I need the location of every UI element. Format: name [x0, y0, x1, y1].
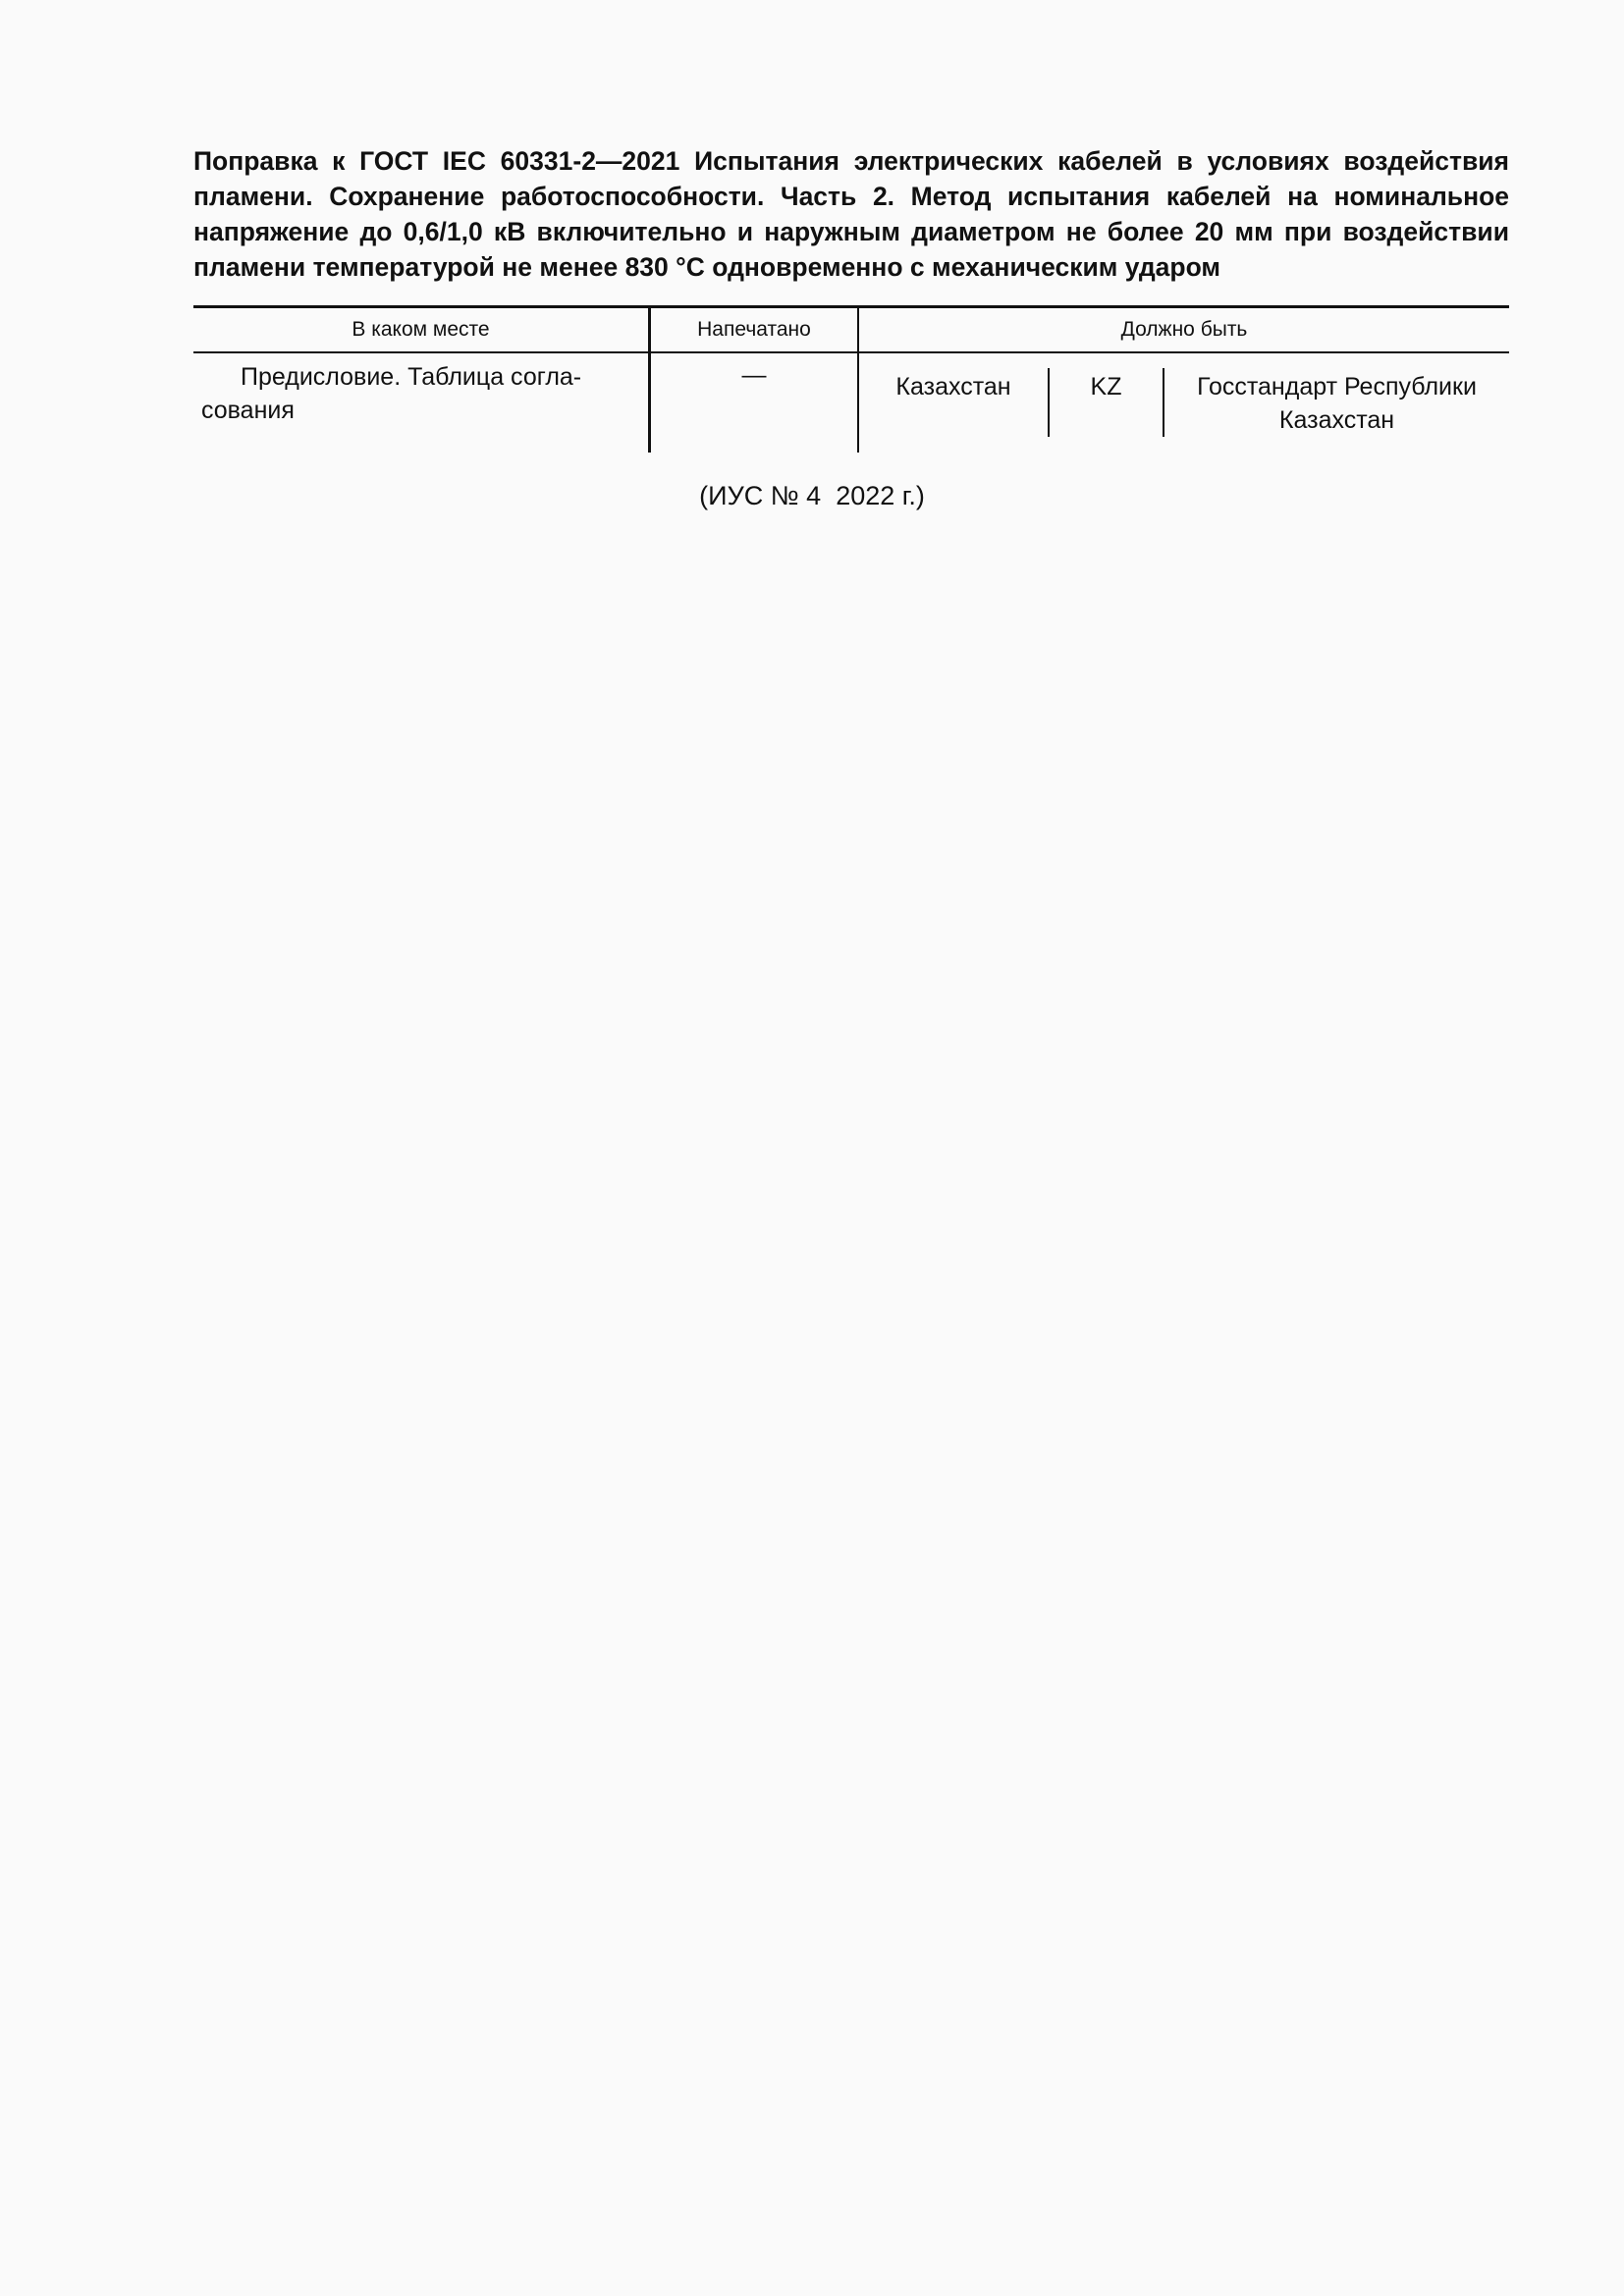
cell-where: Предисловие. Таблица согла- сования — [201, 363, 582, 424]
header-printed: Напечатано — [697, 318, 811, 341]
header-where: В каком месте — [352, 318, 490, 341]
table-header-rule — [193, 351, 1509, 353]
cell-country: Казахстан — [895, 373, 1011, 400]
amendment-table — [193, 305, 1509, 453]
cell-country-code: KZ — [1090, 373, 1122, 400]
header-should-be: Должно быть — [1120, 318, 1248, 341]
cell-printed: — — [741, 361, 767, 389]
cell-organization: Госстандарт Республики Казахстан — [1197, 373, 1477, 434]
source-reference: (ИУС № 4 2022 г.) — [699, 481, 925, 510]
document-title: Поправка к ГОСТ IEC 60331-2—2021 Испытания электрических кабелей в условиях воздействия пламени. Сохранение работоспособности. Часть 2. Метод испытания кабелей на номинальное напряжение до 0,6/1,0 кВ включительно и наружным диаметром не более 20 мм при воздействии пламени температурой не менее 830 °С одновременно с механическим ударом — [193, 146, 1509, 282]
